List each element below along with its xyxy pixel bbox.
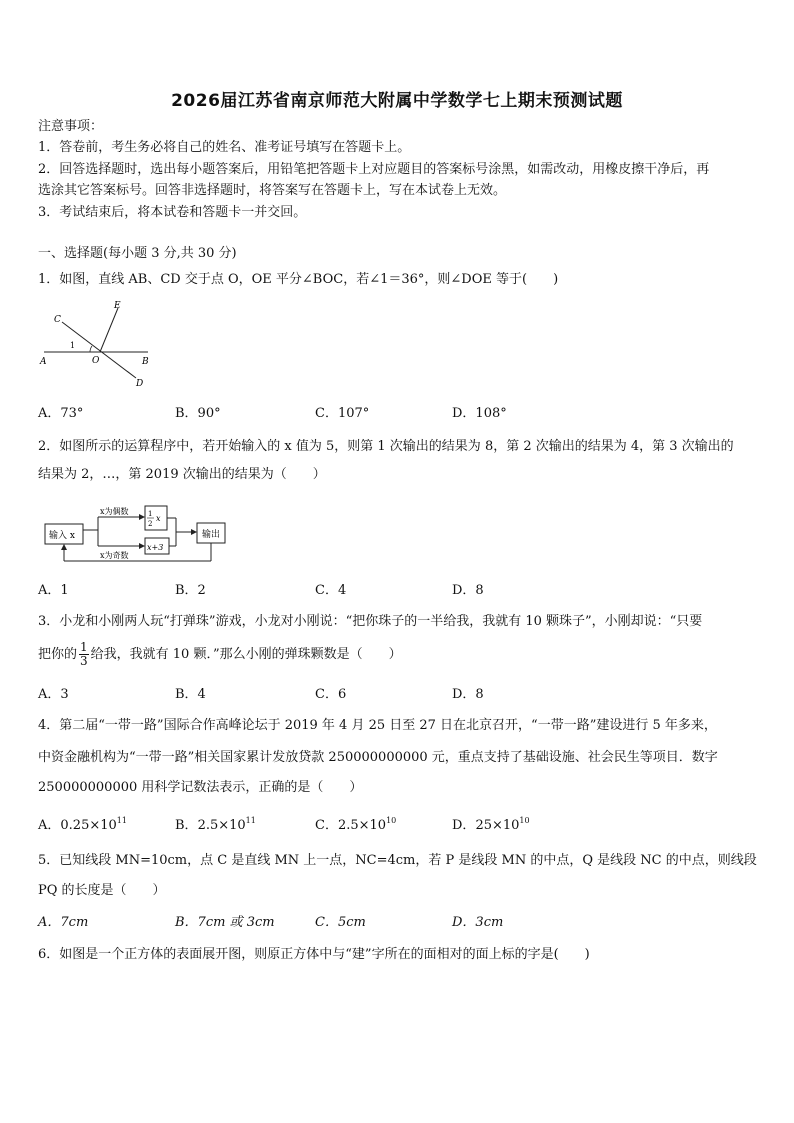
notice-item-1: 1．答卷前，考生务必将自己的姓名、准考证号填写在答题卡上。 — [38, 140, 411, 155]
option-d[interactable]: D．3cm — [452, 915, 504, 930]
odd-label: x为奇数 — [100, 551, 129, 560]
option-d-base: 25×10 — [475, 818, 520, 833]
question-4-text-cont-2: 250000000000 用科学记数法表示，正确的是（ ） — [38, 780, 363, 795]
question-5-text: 5．已知线段 MN=10cm，点 C 是直线 MN 上一点，NC=4cm，若 P 是线段 MN 的中点，Q 是线段 NC 的中点，则线段 — [38, 853, 757, 868]
option-b[interactable]: B．90° — [175, 406, 221, 421]
option-a-base: 0.25×10 — [60, 818, 117, 833]
label-a: A — [40, 357, 47, 367]
output-label: 输出 — [202, 530, 221, 540]
option-a[interactable]: A．7cm — [38, 915, 89, 930]
half-var: x — [156, 514, 161, 523]
option-d[interactable]: D．108° — [452, 406, 507, 421]
option-d[interactable]: D．8 — [452, 687, 484, 702]
ray-oe — [100, 308, 118, 352]
option-c-exp: 10 — [386, 816, 397, 825]
option-d[interactable] — [452, 816, 530, 836]
question-2-text-cont: 结果为 2，…，第 2019 次输出的结果为（ ） — [38, 467, 326, 482]
page-title: 2026届江苏省南京师范大附属中学数学七上期末预测试题 — [171, 91, 623, 111]
option-c[interactable]: C．4 — [315, 583, 347, 598]
question-2-text: 2．如图所示的运算程序中，若开始输入的 x 值为 5，则第 1 次输出的结果为 8，第 2 次输出的结果为 4，第 3 次输出的 — [38, 439, 734, 454]
option-a[interactable]: A．1 — [38, 583, 69, 598]
option-a-label: A． — [38, 818, 61, 833]
option-d-label: D． — [452, 818, 476, 833]
half-den: 2 — [148, 520, 153, 528]
option-c-base: 2.5×10 — [337, 818, 387, 833]
question-2-options — [38, 581, 758, 601]
label-angle-1: 1 — [70, 341, 76, 350]
question-4-options — [38, 816, 758, 836]
plus3-label: x+3 — [147, 543, 164, 552]
question-5-text-cont: PQ 的长度是（ ） — [38, 883, 166, 898]
frac-num: 1 — [80, 640, 88, 654]
option-c[interactable] — [315, 816, 396, 836]
label-c: C — [54, 315, 61, 325]
input-label: 输入 x — [49, 531, 75, 541]
question-1-figure — [38, 298, 158, 390]
option-a-exp: 11 — [116, 816, 127, 825]
option-c[interactable]: C．107° — [315, 406, 370, 421]
option-c[interactable]: C．6 — [315, 687, 347, 702]
notice-item-2: 2．回答选择题时，选出每小题答案后，用铅笔把答题卡上对应题目的答案标号涂黑，如需改动，用橡皮擦干净后，再 — [38, 162, 710, 177]
question-1-text: 1．如图，直线 AB、CD 交于点 O，OE 平分∠BOC，若∠1＝36°，则∠DOE 等于( ) — [38, 272, 559, 287]
question-6-text: 6．如图是一个正方体的表面展开图，则原正方体中与“建”字所在的面相对的面上标的字是( ) — [38, 947, 590, 962]
q3-text-post: 给我，我就有 10 颗．”那么小刚的弹珠颗数是（ ） — [90, 647, 402, 662]
option-b-base: 2.5×10 — [197, 818, 246, 833]
option-c[interactable]: C．5cm — [315, 915, 366, 930]
notice-heading: 注意事项： — [38, 119, 104, 134]
question-4-text-cont: 中资金融机构为“一带一路”相关国家累计发放贷款 250000000000 元，重点支持了基础设施、社会民生等项目．数字 — [38, 750, 718, 765]
half-num: 1 — [148, 510, 153, 518]
even-label: x为偶数 — [100, 507, 129, 516]
label-d: D — [136, 379, 144, 389]
option-d-exp: 10 — [519, 816, 530, 825]
option-b[interactable]: B．7cm 或 3cm — [175, 915, 275, 930]
option-b[interactable] — [175, 816, 256, 836]
option-b[interactable]: B．2 — [175, 583, 206, 598]
question-3-options — [38, 685, 758, 705]
question-5-options — [38, 913, 758, 933]
notice-item-2-cont: 选涂其它答案标号。回答非选择题时，将答案写在答题卡上，写在本试卷上无效。 — [38, 183, 507, 198]
option-b[interactable]: B．4 — [175, 687, 206, 702]
option-b-label: B． — [175, 818, 198, 833]
question-1-options — [38, 404, 758, 424]
label-e: E — [114, 301, 121, 311]
question-2-flowchart — [44, 504, 234, 564]
option-a[interactable] — [38, 816, 127, 836]
label-o: O — [92, 356, 100, 366]
question-3-text-cont — [38, 640, 758, 670]
frac-den: 3 — [80, 654, 88, 668]
angle-1-arc — [90, 346, 92, 352]
option-c-label: C． — [315, 818, 338, 833]
line-cd — [62, 322, 136, 378]
option-b-exp: 11 — [245, 816, 256, 825]
question-3-text: 3．小龙和小刚两人玩“打弹珠”游戏，小龙对小刚说：“把你珠子的一半给我，我就有 10 颗珠子”，小刚却说：“只要 — [38, 614, 703, 629]
label-b: B — [142, 357, 149, 367]
option-d[interactable]: D．8 — [452, 583, 484, 598]
notice-item-3: 3．考试结束后，将本试卷和答题卡一并交回。 — [38, 205, 307, 220]
section-heading: 一、选择题(每小题 3 分,共 30 分) — [38, 246, 237, 261]
option-a[interactable]: A．73° — [38, 406, 84, 421]
question-4-text: 4．第二届“一带一路”国际合作高峰论坛于 2019 年 4 月 25 日至 27 日在北京召开，“一带一路”建设进行 5 年多来， — [38, 718, 717, 733]
q3-text-pre: 把你的 — [38, 647, 78, 662]
option-a[interactable]: A．3 — [38, 687, 69, 702]
fraction-one-third — [79, 641, 89, 668]
